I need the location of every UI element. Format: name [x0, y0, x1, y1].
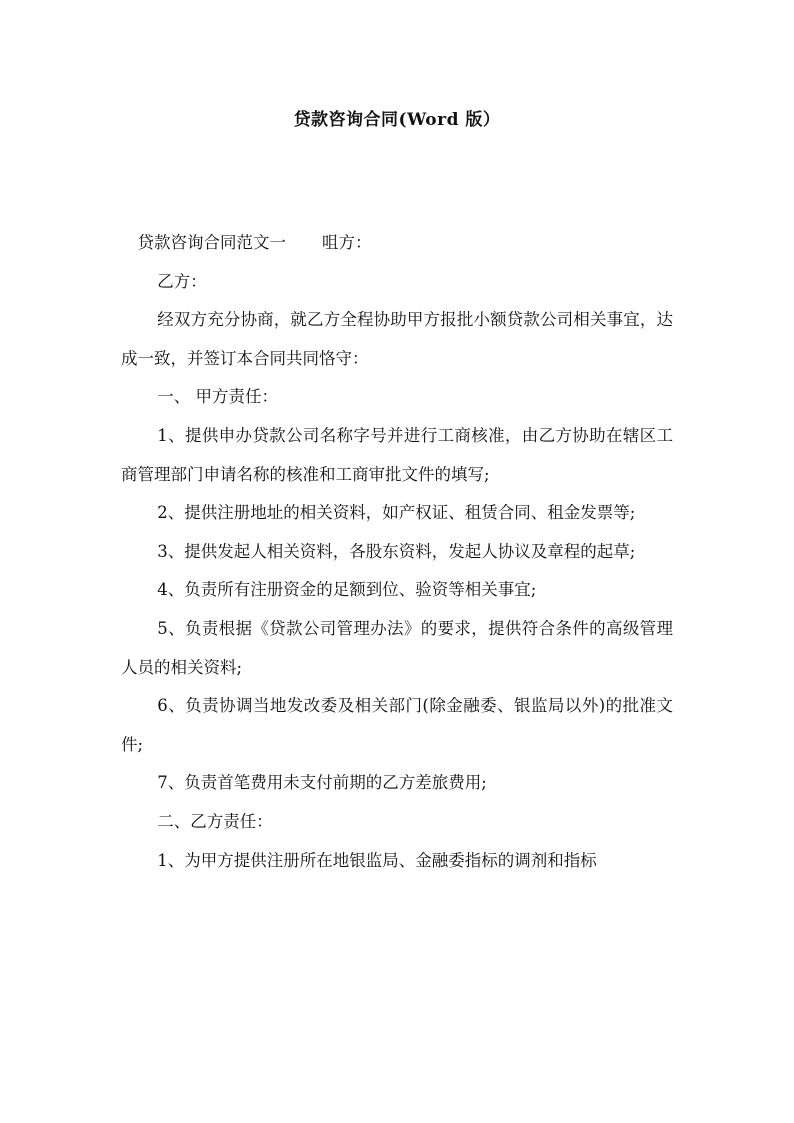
header-line: [121, 224, 673, 263]
clause-b-1: 1、为甲方提供注册所在地银监局、金融委指标的调剂和指标: [157, 850, 597, 870]
clause-a-2: 2、提供注册地址的相关资料，如产权证、租赁合同、租金发票等;: [157, 503, 636, 523]
clause-a-4: 4、负责所有注册资金的足额到位、验资等相关事宜;: [157, 580, 537, 600]
paragraph-intro: 经双方充分协商，就乙方全程协助甲方报批小额贷款公司相关事宜，达成一致，并签订本合同共同恪守：: [121, 310, 673, 368]
clause-a-3: 3、提供发起人相关资料，各股东资料，发起人协议及章程的起草;: [157, 541, 636, 561]
paragraph-party-b: 乙方：: [157, 271, 207, 291]
header-line-left: 贷款咨询合同范文一: [137, 233, 286, 252]
document-body: [121, 224, 673, 880]
document-title: 贷款咨询合同(Word 版）: [293, 110, 501, 130]
clause-a-1: 1、提供申办贷款公司名称字号并进行工商核准，由乙方协助在辖区工商管理部门申请名称的核准和工商审批文件的填写;: [121, 425, 673, 484]
section-heading-party-a: 一、 甲方责任：: [157, 387, 279, 407]
header-line-right: 咀方：: [322, 233, 372, 252]
clause-a-5: 5、负责根据《贷款公司管理办法》的要求，提供符合条件的高级管理人员的相关资料;: [121, 618, 673, 677]
clause-a-6: 6、负责协调当地发改委及相关部门(除金融委、银监局以外)的批准文件;: [121, 696, 673, 754]
clause-a-7: 7、负责首笔费用未支付前期的乙方差旅费用;: [157, 773, 487, 793]
section-heading-party-b: 二、乙方责任：: [157, 811, 273, 831]
